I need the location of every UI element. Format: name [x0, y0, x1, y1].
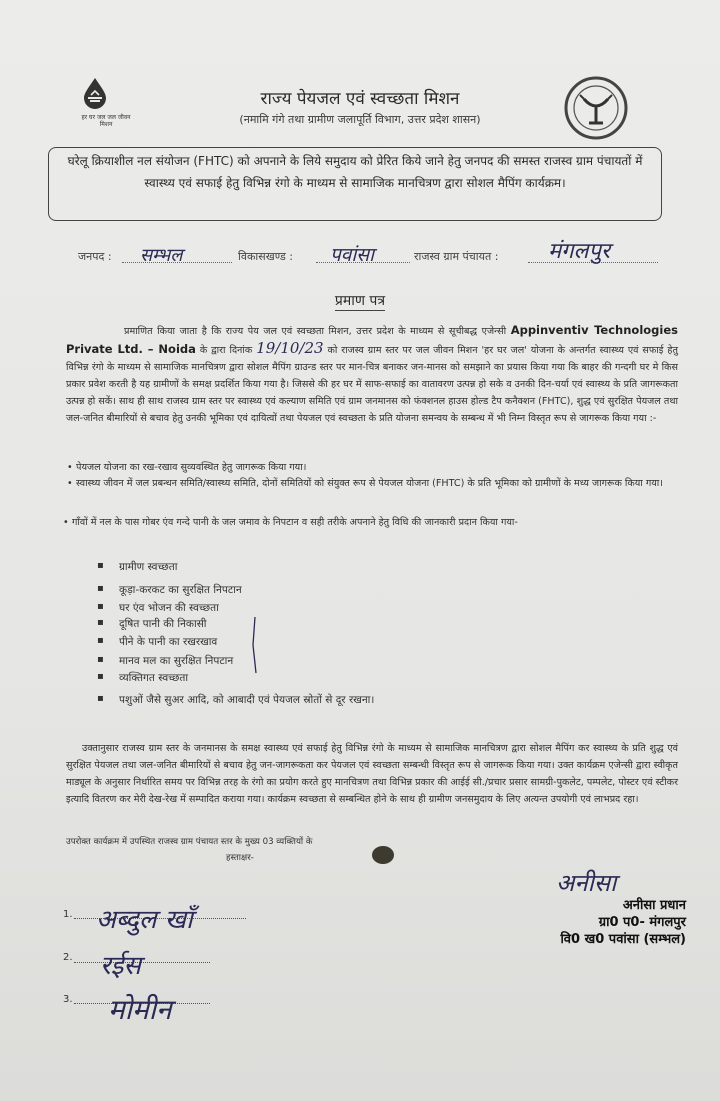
witness-text: उपरोक्त कार्यक्रम में उपस्थित राजस्व ग्राम पंचायत स्तर के मुख्य 03 व्यक्तियों के [66, 837, 313, 847]
list-item: ▪ पशुओं जैसे सुअर आदि, को आबादी एवं पेयजल स्रोतों से दूर रखना। [119, 693, 374, 707]
mission-subtitle: (नमामि गंगे तथा ग्रामीण जलापूर्ति विभाग, उत्तर प्रदेश शासन) [239, 113, 481, 126]
date-label: के द्वारा दिनांक [199, 345, 253, 356]
paragraph-intro [66, 322, 678, 427]
list-item: ▪ मानव मल का सुरक्षित निपटान [119, 654, 233, 668]
list-item: ▪ घर एंव भोजन की स्वच्छता [119, 601, 219, 615]
signatory-number: 3. [63, 994, 73, 1005]
pen-mark-line [247, 615, 261, 677]
intro-start: प्रमाणित किया जाता है कि राज्य पेय जल एवं स्वच्छता मिशन, उत्तर प्रदेश के माध्यम से सूचीबद्ध एजेन्सी [124, 326, 507, 337]
list-item: ▪ पीने के पानी का रखरखाव [119, 635, 217, 649]
block-label: विकासखण्ड : [238, 250, 294, 263]
bullet-item-1: • पेयजल योजना का रख-रखाव सुव्यवस्थित हेतु जागरूक किया गया। [76, 461, 676, 475]
signatory-1-signature: अब्दुल खाँ [96, 905, 193, 935]
signatory-number: 2. [63, 952, 73, 963]
signature-line [74, 962, 210, 963]
list-item: ▪ कूड़ा-करकट का सुरक्षित निपटान [119, 583, 242, 597]
bullet-item-3: • गाँवों में नल के पास गोबर एंव गन्दे पानी के जल जमाव के निपटान व सही तरीके अपनाने हेतु विधि की जानकारी प्रदान किया गया- [72, 516, 682, 530]
pradhan-stamp [516, 897, 686, 948]
paragraph-conclusion: उक्तानुसार राजस्व ग्राम स्तर के जनमानस के समक्ष स्वास्थ्य एवं सफाई हेतु विभिन्न रंगो के माध्यम से सामाजिक मानचित्रण द्वारा सोशल मैपिंग कर स्वास्थ्य के प्रति शुद्ध एवं सुरक्षित पेयजल तथा जल-जनित बीमारियों से बचाव हेतु जन-जागरूकता कर पेयजल एवं स्वच्छता सम्बन्धी विस्तृत रूप से जागरूक किया गया। उक्त कार्यक्रम एजेन्सी द्वारा स्वीकृत माड्यूल के अनुसार निर्धारित समय पर विभिन्न तरह के रंगो का प्रयोग करते हुए मानचित्रण तथा विभिन्न प्रकार की आईई सी./प्रचार प्रसार सामग्री-पुकलेट, पम्पलेट, पोस्टर एवं स्टीकर इत्यादि वितरण कर मेरी देख-रेख में सम्पादित कराया गया। कार्यक्रम स्वच्छता से सम्बन्धित होने के साथ ही ग्रामीण जनसमुदाय के लिए अत्यन्त उपयोगी एवं लाभप्रद रहा। [66, 743, 678, 805]
ink-blot [372, 846, 394, 864]
logo-text: हर घर जल जल जीवन मिशन [81, 114, 131, 128]
signatory-number: 1. [63, 909, 73, 920]
stamp-line-2: ग्रा0 प0- मंगलपुर [598, 915, 686, 930]
gp-handwritten: मंगलपुर [548, 239, 610, 264]
certificate-title [0, 291, 720, 310]
list-item: ▪ दूषित पानी की निकासी [119, 617, 207, 631]
stamp-line-1: अनीसा प्रधान [622, 898, 686, 913]
signatory-3-signature: मोमीन [108, 993, 172, 1026]
program-heading-box: घरेलू क्रियाशील नल संयोजन (FHTC) को अपनाने के लिये समुदाय को प्रेरित किये जाने हेतु जनपद की समस्त राजस्व ग्राम पंचायतों में स्वास्थ्य एवं सफाई हेतु विभिन्न रंगो के माध्यम से सामाजिक मानचित्रण द्वारा सोशल मैपिंग कार्यक्रम। [48, 147, 662, 221]
district-label: जनपद : [78, 250, 112, 263]
list-item: ▪ व्यक्तिगत स्वच्छता [119, 671, 188, 685]
signature-label: हस्ताक्षर- [226, 853, 254, 863]
paragraph-witness [66, 834, 678, 866]
signatory-2-signature: रईस [100, 951, 141, 981]
agency-name: Appinventiv Technologies Private Ltd. – Noida [66, 323, 678, 356]
pradhan-signature: अनीसा [556, 869, 617, 897]
certificate-title-text: प्रमाण पत्र [334, 293, 386, 309]
up-govt-seal-icon [562, 75, 630, 141]
stamp-line-3: वि0 ख0 पवांसा (सम्भल) [560, 932, 686, 947]
district-handwritten: सम्भल [140, 245, 183, 266]
gp-label: राजस्व ग्राम पंचायत : [414, 250, 499, 263]
mission-title: राज्य पेयजल एवं स्वच्छता मिशन [260, 89, 460, 109]
block-handwritten: पवांसा [330, 244, 375, 266]
date-handwritten: 19/10/23 [256, 339, 324, 357]
list-item: ▪ ग्रामीण स्वच्छता [119, 560, 177, 574]
intro-rest: को राजस्व ग्राम स्तर पर जल जीवन मिशन 'हर घर जल' योजना के अन्तर्गत स्वास्थ्य एवं सफाई हेतु विभिन्न रंगो के माध्यम से सामाजिक मानचित्रण द्वारा सोशल मैपिंग ग्राउन्ड स्तर पर मान-चित्र बनाकर जन-मानस को समझाने का प्रयास किया गया कि बाहर की गन्दगी घर मे किस प्रकार प्रवेश करती है यह ग्रामीणों के समक्ष प्रदर्शित किया गया है। जिससे की हर घर में साफ-सफाई का वातावरण उत्पन्न हो सके व उनकी दिन-चर्या एवं स्वास्थ्य के प्रति जागरूकता उत्पन्न हो सकें। साथ ही साथ राजस्व ग्राम स्तर पर स्वास्थ्य एवं कल्याण समिति एवं ग्राम जनमानस को फंक्शनल हाउस होल्ड टैप कनैक्शन (FHTC), शुद्ध एवं सुरक्षित पेयजल तथा जल-जनित बीमारियों से बचाव हेतु उनकी भूमिका एवं दायित्वों तथा पेयजल एवं स्वच्छता के प्रति योजना समन्वय के सम्बन्ध में भी निम्न विस्तृत रूप से जागरूक किया गया :- [66, 345, 678, 424]
bullet-item-2: • स्वास्थ्य जीवन में जल प्रबन्धन समिति/स्वास्थ्य समिति, दोनों समितियों को संयुक्त रूप से पेयजल योजना (FHTC) के प्रति भूमिका को ग्रामीणों के मध्य जागरूक किया गया। [76, 477, 676, 491]
